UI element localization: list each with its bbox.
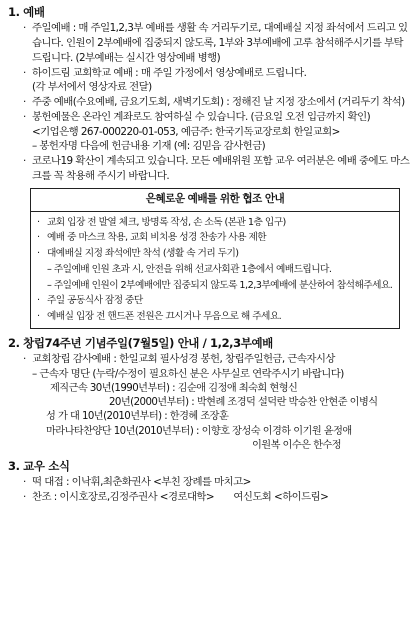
- notice-box: [30, 188, 400, 329]
- list-item: · 떡 대접 : 이낙휘,최춘화권사 <부친 장례를 마치고>: [23, 476, 251, 489]
- section-title: 3. 교우 소식: [8, 458, 70, 473]
- bullet-icon: ·: [23, 110, 26, 123]
- bullet-icon: ·: [23, 352, 26, 365]
- bullet-icon: ·: [37, 216, 40, 228]
- bullet-icon: ·: [37, 295, 40, 307]
- list-subitem: – 봉헌자명 다음에 헌금내용 기재 (예: 김믿음 감사헌금): [32, 140, 266, 153]
- bullet-icon: ·: [23, 22, 26, 35]
- award-row: 20년(2000년부터) : 박현례 조경덕 설덕란 박승찬 안현준 이병식: [109, 397, 378, 408]
- list-subitem: – 주일예배 인원이 2부예배에만 집중되지 않도록 1,2,3부예배에 분산하여 참석해주세요.: [47, 279, 393, 291]
- list-item: · 예배실 입장 전 핸드폰 전원은 끄시거나 무음으로 해 주세요.: [37, 309, 393, 325]
- section-title: 2. 창립74주년 기념주일(7월5일) 안내 / 1,2,3부예배: [8, 335, 273, 350]
- bullet-icon: ·: [37, 232, 40, 244]
- award-row: 성 가 대 10년(2010년부터) : 한경혜 조장훈: [46, 411, 229, 423]
- award-row: 마라나타찬양단 10년(2010년부터) : 이향호 장성숙 이경하 이기원 윤정애: [46, 425, 352, 437]
- bullet-icon: ·: [23, 476, 26, 489]
- list-item: · 예배 중 마스크 착용, 교회 비치용 성경 찬송가 사용 제한: [37, 230, 393, 246]
- bullet-icon: ·: [23, 66, 26, 79]
- award-row: 이원복 이수은 한수정: [252, 440, 341, 452]
- section-title: 1. 예배: [8, 5, 45, 19]
- section-members-news: [8, 458, 410, 505]
- list-subitem: <기업은행 267-000220-01-053, 예금주: 한국기독교장로회 한일교회>: [32, 125, 340, 138]
- list-subitem: – 주일예배 인원 초과 시, 안전을 위해 선교사회관 1층에서 예배드립니다.: [47, 263, 332, 275]
- list-item: · 찬조 : 이시호장로,김정주권사 <경로대학> 여신도회 <하이드림>: [23, 490, 329, 503]
- list-item: · 하이드림 교회학교 예배 : 매 주일 가정에서 영상예배로 드립니다.: [23, 66, 307, 79]
- bullet-icon: ·: [23, 490, 26, 503]
- list-subitem: – 근속자 명단 (누락/수정이 필요하신 분은 사무실로 연락주시기 바랍니다): [32, 367, 344, 380]
- list-item: · 주일 공동식사 잠정 중단: [37, 293, 393, 309]
- list-item: · 주중 예배(수요예배, 금요기도회, 새벽기도회) : 정해진 날 지정 장소에서 (거리두기 착석): [23, 96, 405, 109]
- bullet-icon: ·: [23, 96, 26, 109]
- section-worship: [8, 4, 410, 184]
- notice-box-body: [31, 212, 399, 328]
- award-row: 제직근속 30년(1990년부터) : 김순애 김정애 최숙희 현형신: [50, 382, 298, 394]
- bullet-icon: ·: [37, 248, 40, 260]
- list-item: · 코로나19 확산이 계속되고 있습니다. 모든 예배위원 포함 교우 여러분은 예배 중에도 마스크를 꼭 착용해 주시기 바랍니다.: [23, 155, 410, 182]
- list-item: · 교회 입장 전 발열 체크, 방명록 작성, 손 소독 (본관 1층 입구): [37, 215, 393, 231]
- list-subitem: (각 부서에서 영상자료 전달): [32, 81, 152, 94]
- list-item: · 교회창립 감사예배 : 한일교회 필사성경 봉헌, 창립주일헌금, 근속자시상: [23, 352, 335, 365]
- notice-box-title: 은혜로운 예배를 위한 협조 안내: [31, 189, 399, 212]
- list-item: · 봉헌예물은 온라인 계좌로도 참여하실 수 있습니다. (금요일 오전 입금까지 확인): [23, 110, 371, 123]
- service-award-list: [8, 382, 410, 454]
- list-item: · 주일예배 : 매 주일1,2,3부 예배를 생활 속 거리두기로, 대예배실 지정 좌석에서 드리고 있습니다. 인원이 2부예배에 집중되지 않도록, 1부와 3부예배에 고루 참석해주시기를 부탁드립니다. (2부예배는 실시간 영상예배 병행): [23, 22, 408, 64]
- section-anniversary: [8, 335, 410, 454]
- list-item: · 대예배실 지정 좌석에만 착석 (생활 속 거리 두기): [37, 246, 393, 262]
- bullet-icon: ·: [37, 311, 40, 323]
- bullet-icon: ·: [23, 155, 26, 168]
